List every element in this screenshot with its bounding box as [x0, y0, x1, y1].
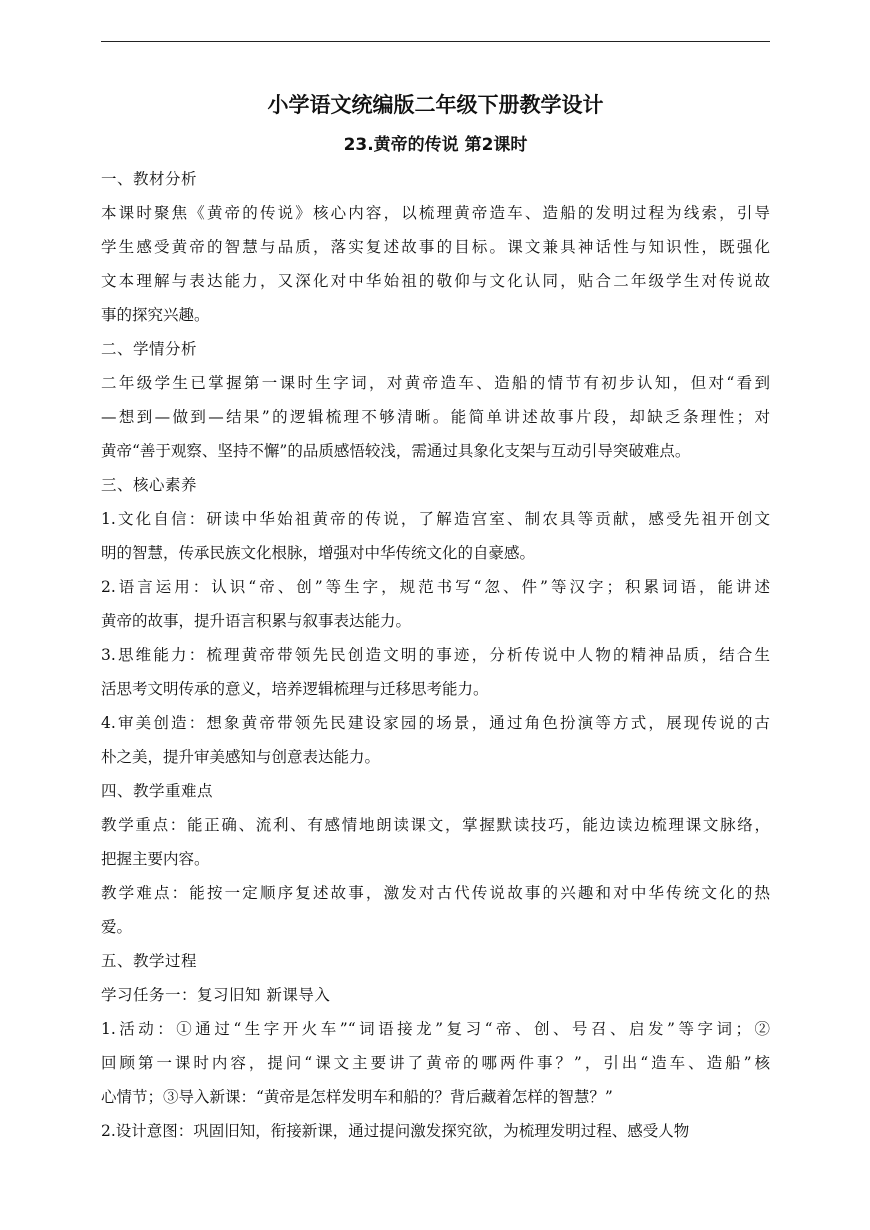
paragraph-line: 文本理解与表达能力，又深化对中华始祖的敬仰与文化认同，贴合二年级学生对传说故	[101, 272, 770, 290]
paragraph-line: 黄帝的故事，提升语言积累与叙事表达能力。	[101, 612, 412, 630]
paragraph-line: 二年级学生已掌握第一课时生字词，对黄帝造车、造船的情节有初步认知，但对“看到	[101, 374, 770, 392]
section-heading: 三、核心素养	[101, 476, 198, 494]
paragraph-line: 教学难点：能按一定顺序复述故事，激发对古代传说故事的兴趣和对中华传统文化的热	[101, 884, 770, 902]
section-heading: 五、教学过程	[101, 952, 198, 970]
paragraph-line: 回顾第一课时内容，提问“课文主要讲了黄帝的哪两件事？”，引出“造车、造船”核	[101, 1054, 770, 1072]
document-body	[101, 162, 770, 1148]
paragraph-line: 本课时聚焦《黄帝的传说》核心内容，以梳理黄帝造车、造船的发明过程为线索，引导	[101, 204, 770, 222]
paragraph-line: 教学重点：能正确、流利、有感情地朗读课文，掌握默读技巧，能边读边梳理课文脉络，	[101, 816, 770, 834]
section-heading: 学习任务一：复习旧知 新课导入	[101, 986, 331, 1004]
paragraph-line: 1.活动：①通过“生字开火车”“词语接龙”复习“帝、创、号召、启发”等字词；②	[101, 1020, 770, 1038]
paragraph-line: —想到—做到—结果”的逻辑梳理不够清晰。能简单讲述故事片段，却缺乏条理性；对	[101, 408, 770, 426]
paragraph	[101, 196, 770, 332]
paragraph	[101, 638, 770, 706]
paragraph	[101, 706, 770, 774]
paragraph	[101, 1114, 770, 1148]
document-page	[101, 84, 770, 1148]
paragraph-line: 事的探究兴趣。	[101, 306, 210, 324]
paragraph-line: 心情节；③导入新课：“黄帝是怎样发明车和船的？背后藏着怎样的智慧？”	[101, 1088, 613, 1106]
document-title: 小学语文统编版二年级下册教学设计	[267, 93, 604, 117]
paragraph-line: 4.审美创造：想象黄帝带领先民建设家园的场景，通过角色扮演等方式，展现传说的古	[101, 714, 770, 732]
paragraph	[101, 366, 770, 468]
paragraph-line: 明的智慧，传承民族文化根脉，增强对中华传统文化的自豪感。	[101, 544, 536, 562]
section-heading: 四、教学重难点	[101, 782, 214, 800]
paragraph	[101, 808, 770, 876]
paragraph-line: 把握主要内容。	[101, 850, 210, 868]
paragraph-line: 朴之美，提升审美感知与创意表达能力。	[101, 748, 381, 766]
paragraph	[101, 1012, 770, 1114]
paragraph-line: 2.语言运用：认识“帝、创”等生字，规范书写“忽、件”等汉字；积累词语，能讲述	[101, 578, 770, 596]
paragraph-line: 1.文化自信：研读中华始祖黄帝的传说，了解造宫室、制农具等贡献，感受先祖开创文	[101, 510, 770, 528]
section-heading: 一、教材分析	[101, 170, 198, 188]
paragraph-line: 黄帝“善于观察、坚持不懈”的品质感悟较浅，需通过具象化支架与互动引导突破难点。	[101, 442, 691, 460]
paragraph-line: 学生感受黄帝的智慧与品质，落实复述故事的目标。课文兼具神话性与知识性，既强化	[101, 238, 770, 256]
paragraph	[101, 570, 770, 638]
paragraph-line: 活思考文明传承的意义，培养逻辑梳理与迁移思考能力。	[101, 680, 489, 698]
paragraph-line: 2.设计意图：巩固旧知，衔接新课，通过提问激发探究欲，为梳理发明过程、感受人物	[101, 1122, 690, 1140]
paragraph	[101, 502, 770, 570]
lesson-subtitle: 23.黄帝的传说 第2课时	[343, 135, 528, 155]
paragraph-line: 3.思维能力：梳理黄帝带领先民创造文明的事迹，分析传说中人物的精神品质，结合生	[101, 646, 770, 664]
section-heading: 二、学情分析	[101, 340, 198, 358]
paragraph	[101, 876, 770, 944]
paragraph-line: 爱。	[101, 918, 133, 936]
header-rule	[101, 41, 770, 42]
